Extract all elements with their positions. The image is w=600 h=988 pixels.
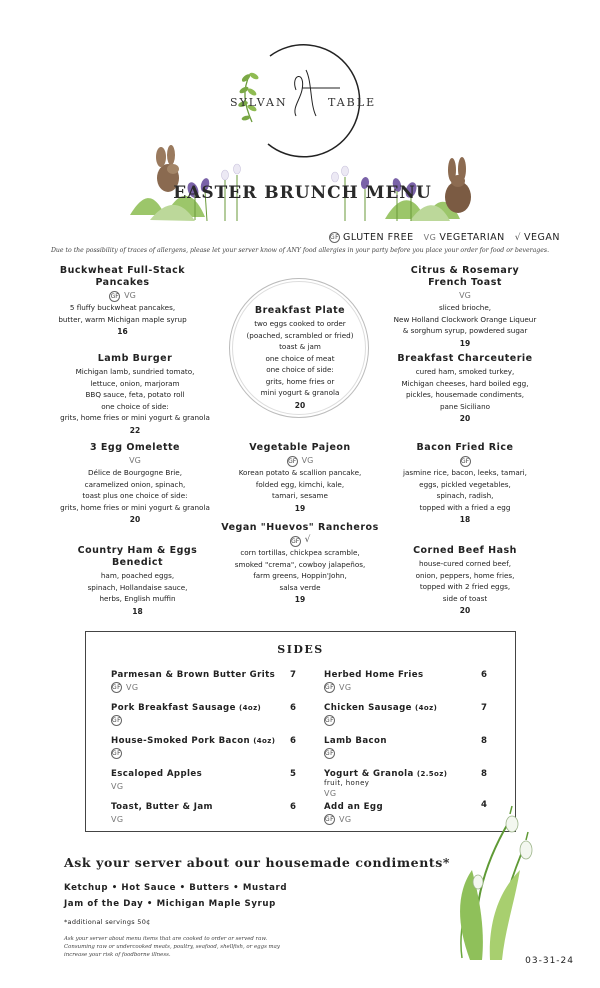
item-desc-line: folded egg, kimchi, kale, [255, 479, 345, 489]
item-desc-line: 5 fluffy buckwheat pancakes, [69, 303, 176, 312]
menu-item-lamb-burger [40, 353, 230, 436]
legend-gluten-free [329, 232, 414, 243]
menu-item-corned-beef-hash [385, 545, 545, 617]
item-price: 19 [294, 503, 306, 513]
item-desc-line: pickles, housemade condiments, [405, 390, 525, 399]
item-name: Lamb Burger [97, 353, 173, 364]
gluten-free-icon: GF [330, 234, 340, 241]
side-tags [111, 715, 261, 726]
gluten-free-icon: GF [460, 457, 470, 465]
side-name-row: Yogurt & Granola (2.5oz) [324, 769, 448, 779]
side-price: 8 [481, 769, 487, 779]
item-name: Corned Beef Hash [413, 545, 517, 556]
side-home-fries [324, 670, 424, 693]
item-price: 20 [294, 400, 306, 410]
item-desc-line: grits, home fries or mini yogurt & granola [60, 502, 210, 512]
item-desc-line: mini yogurt & granola [260, 388, 340, 397]
brand-right: TABLE [328, 96, 377, 109]
item-price: 20 [459, 606, 471, 615]
vegetarian-icon: VG [459, 291, 471, 301]
item-desc-line: pane Siciliano [439, 401, 491, 411]
item-desc-line: one choice of side: [101, 401, 169, 411]
gluten-free-icon: GF [112, 684, 121, 691]
item-name: Breakfast Charceuterie [397, 353, 533, 364]
item-desc-line: side of toast [442, 593, 488, 603]
raw-food-notice: Ask your server about menu items that are cooked to order or served raw. Consuming raw or undercooked meats, poultry, seafood, shellfish, or eggs may increase your risk of foodborne illness. [64, 936, 280, 958]
item-desc-line: sliced brioche, [438, 303, 492, 312]
snowdrop-illustration [440, 800, 550, 960]
side-grits [111, 670, 275, 693]
item-desc-line: Délice de Bourgogne Brie, [88, 468, 182, 477]
item-desc-line: cured ham, smoked turkey, [415, 367, 515, 376]
side-name: Add an Egg [324, 802, 384, 812]
menu-item-breakfast-plate [225, 305, 375, 411]
flower-garland-illustration [125, 135, 480, 225]
vegan-leaf-icon: √ [514, 232, 522, 243]
side-pork-bacon [111, 736, 275, 759]
gluten-free-icon: GF [288, 457, 297, 465]
menu-item-vegan-huevos-rancheros [205, 522, 395, 606]
side-tags [324, 715, 437, 726]
side-price: 4 [481, 800, 487, 810]
item-desc-line: onion, peppers, home fries, [415, 570, 515, 580]
vegetarian-icon: VG [339, 815, 352, 824]
vegetarian-icon: VG [301, 456, 314, 466]
side-name: Toast, Butter & Jam [111, 802, 213, 812]
item-desc-line: herbs, English muffin [99, 594, 176, 603]
item-tags [40, 455, 230, 467]
side-escaloped-apples [111, 769, 202, 792]
item-name: Buckwheat Full-Stack Pancakes [59, 265, 186, 288]
item-desc-line: salsa verde [279, 582, 321, 592]
side-chicken-sausage [324, 703, 437, 726]
item-desc-line: caramelized onion, spinach, [84, 479, 186, 489]
gluten-free-icon: GF [325, 816, 334, 823]
item-desc-line: jasmine rice, bacon, leeks, tamari, [403, 468, 527, 477]
side-price: 7 [290, 670, 296, 680]
item-price: 20 [129, 515, 141, 524]
item-price: 20 [459, 414, 471, 423]
condiments-note: *additional servings 50¢ [64, 918, 151, 926]
side-name: Parmesan & Brown Butter Grits [111, 670, 276, 680]
legend-vegetarian [424, 232, 505, 243]
side-tags [324, 788, 447, 799]
item-price: 19 [294, 595, 306, 604]
side-price: 6 [290, 802, 296, 812]
item-desc-line: Michigan lamb, sundried tomato, [75, 367, 195, 376]
side-tags [111, 682, 275, 693]
item-desc-line: Michigan cheeses, hard boiled egg, [401, 378, 529, 388]
allergy-notice: Due to the possibility of traces of allergens, please let your server know of ANY food allergies in your party before you place your order for food or beverages. [50, 247, 550, 254]
side-price: 6 [290, 703, 296, 713]
menu-item-omelette [40, 442, 230, 526]
vegetarian-icon: VG [124, 291, 136, 301]
item-name: Vegetable Pajeon [249, 442, 351, 453]
legend-vegan-label: VEGAN [524, 232, 560, 243]
item-desc-line: smoked "crema", cowboy jalapeños, [234, 559, 366, 569]
item-name: Breakfast Plate [254, 305, 346, 316]
condiments-title: Ask your server about our housemade condiments* [64, 855, 451, 870]
gluten-free-icon: GF [112, 750, 121, 757]
item-name: Vegan "Huevos" Rancheros [221, 522, 379, 533]
side-tags [324, 748, 387, 759]
gluten-free-icon: GF [112, 717, 121, 724]
item-desc-line: topped with 2 fried eggs, [419, 582, 511, 591]
gluten-free-icon: GF [325, 750, 334, 757]
brand-left: SYLVAN [230, 96, 288, 109]
gluten-free-icon: GF [291, 537, 300, 545]
side-name: Escaloped Apples [111, 769, 203, 779]
side-tags [111, 748, 275, 759]
item-desc-line: house-cured corned beef, [418, 559, 512, 568]
easter-banner [125, 135, 480, 225]
item-desc-line: Korean potato & scallion pancake, [238, 468, 362, 477]
sides-title: SIDES [277, 643, 324, 656]
side-pork-sausage [111, 703, 261, 726]
item-desc-line: farm greens, Hoppin'John, [253, 571, 347, 580]
item-desc-line: two eggs cooked to order [254, 319, 346, 328]
side-subtext: fruit, honey [324, 779, 370, 787]
side-lamb-bacon [324, 736, 387, 759]
item-desc-line: corn tortillas, chickpea scramble, [240, 548, 360, 557]
side-price: 5 [290, 769, 296, 779]
gluten-free-icon: GF [325, 684, 334, 691]
item-desc-line: eggs, pickled vegetables, [419, 479, 511, 489]
vegetarian-icon: VG [129, 456, 141, 466]
item-price: 16 [117, 327, 128, 336]
item-price: 19 [459, 338, 471, 348]
item-desc-line: spinach, Hollandaise sauce, [87, 582, 188, 592]
side-name-row: Chicken Sausage (4oz) [324, 703, 438, 713]
item-tags [215, 455, 385, 467]
side-name-row: Pork Breakfast Sausage (4oz) [111, 703, 262, 713]
item-desc-line: butter, warm Michigan maple syrup [58, 314, 187, 324]
side-toast-butter-jam [111, 802, 213, 825]
vegetarian-icon: VG [339, 683, 352, 692]
gluten-free-icon: GF [325, 717, 334, 724]
menu-item-breakfast-charcuterie [375, 353, 555, 425]
menu-title: EASTER BRUNCH MENU [173, 183, 432, 203]
item-desc-line: & sorghum syrup, powdered sugar [402, 326, 528, 335]
item-desc-line: ham, poached eggs, [100, 571, 175, 580]
item-name: Bacon Fried Rice [416, 442, 514, 453]
side-name: Lamb Bacon [324, 736, 387, 746]
item-price: 18 [132, 606, 143, 616]
menu-item-ham-eggs-benedict [55, 545, 220, 617]
item-price: 18 [459, 515, 471, 524]
item-desc-line: toast plus one choice of side: [82, 491, 188, 500]
side-price: 6 [290, 736, 296, 746]
menu-item-buckwheat-pancakes [40, 265, 205, 338]
item-desc-line: tamari, sesame [272, 491, 328, 500]
item-desc-line: lettuce, onion, marjoram [90, 378, 180, 388]
dietary-legend [329, 232, 560, 243]
item-desc-line: New Holland Clockwork Orange Liqueur [393, 314, 537, 324]
legend-vegetarian-label: VEGETARIAN [439, 232, 505, 243]
vegetarian-icon: VG [324, 789, 337, 798]
menu-date: 03-31-24 [525, 956, 574, 966]
item-tags [370, 290, 560, 302]
item-name: 3 Egg Omelette [90, 442, 180, 453]
side-tags [111, 814, 213, 825]
legend-gluten-free-label: GLUTEN FREE [343, 232, 414, 243]
vegan-leaf-icon: √ [304, 535, 311, 546]
legend-vegan [515, 232, 560, 243]
menu-item-vegetable-pajeon [215, 442, 385, 514]
item-desc-line: topped with a fried a egg [419, 502, 511, 512]
item-desc-line: BBQ sauce, feta, potato roll [85, 390, 185, 399]
side-add-egg [324, 802, 383, 825]
item-desc-line: one choice of side: [266, 365, 334, 374]
condiments-line-2: Jam of the Day • Michigan Maple Syrup [64, 899, 276, 909]
side-tags [324, 814, 383, 825]
item-name: Citrus & Rosemary French Toast [410, 265, 520, 288]
vegetarian-icon: VG [111, 782, 124, 791]
vegetarian-icon: VG [423, 233, 437, 242]
side-name: Herbed Home Fries [324, 670, 424, 680]
menu-item-bacon-fried-rice [380, 442, 550, 526]
side-price: 6 [481, 670, 487, 680]
gluten-free-icon: GF [110, 292, 119, 300]
item-name: Country Ham & Eggs Benedict [77, 545, 198, 568]
condiments-line-1: Ketchup • Hot Sauce • Butters • Mustard [64, 883, 288, 893]
item-desc-line: toast & jam [279, 342, 321, 351]
item-desc-line: grits, home fries or [265, 376, 335, 386]
item-desc-line: grits, home fries or mini yogurt & granola [60, 413, 210, 422]
side-price: 7 [481, 703, 487, 713]
item-desc-line: one choice of meat [265, 353, 335, 363]
side-name-row: House-Smoked Pork Bacon (4oz) [111, 736, 276, 746]
item-desc-line: spinach, radish, [436, 491, 494, 500]
side-yogurt-granola [324, 769, 447, 799]
side-price: 8 [481, 736, 487, 746]
item-tags [380, 455, 550, 467]
side-tags [111, 781, 202, 792]
side-tags [324, 682, 424, 693]
item-price: 22 [129, 425, 141, 435]
menu-item-french-toast [370, 265, 560, 349]
item-tags [205, 535, 395, 547]
vegetarian-icon: VG [111, 815, 124, 824]
item-tags [40, 290, 205, 302]
item-desc-line: (poached, scrambled or fried) [246, 330, 354, 340]
vegetarian-icon: VG [126, 683, 139, 692]
